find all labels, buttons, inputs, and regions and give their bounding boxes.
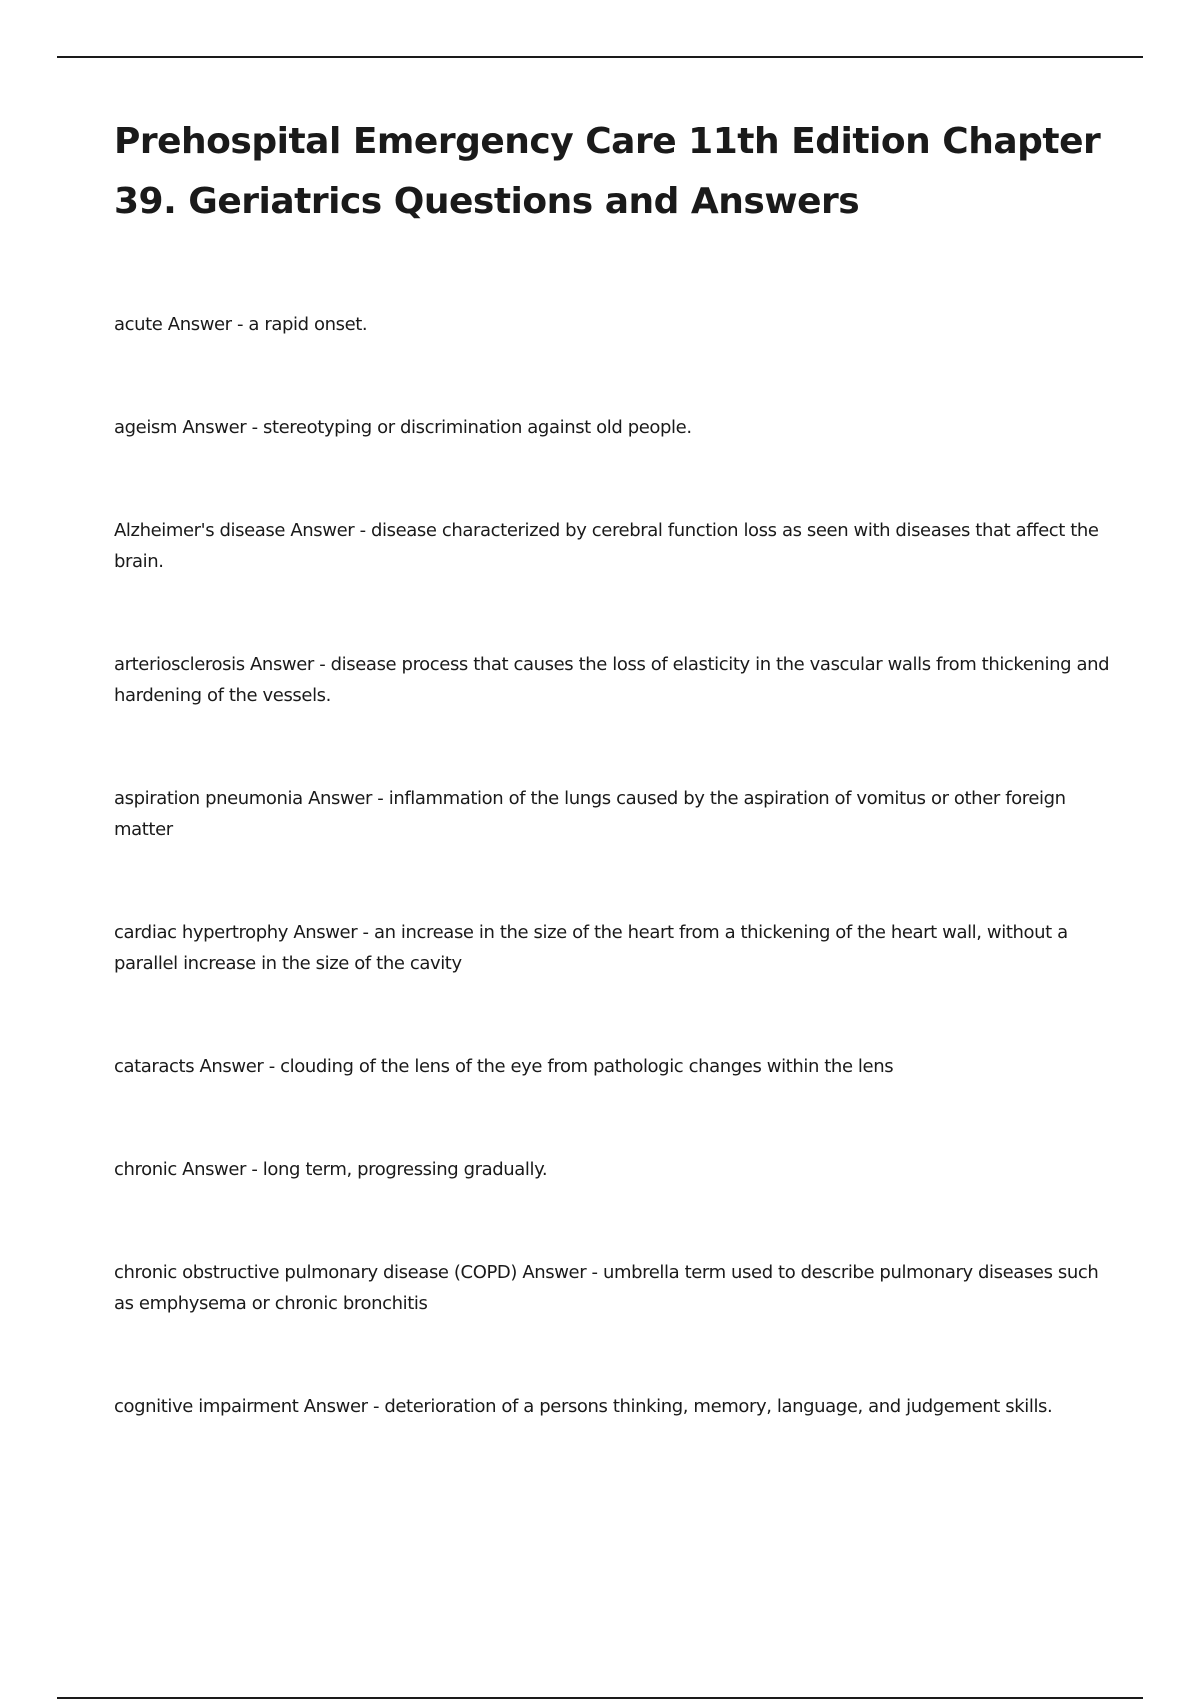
glossary-entry-aspiration-pneumonia: aspiration pneumonia Answer - inflammation of the lungs caused by the aspiration of vomitus or other foreign matter xyxy=(114,788,1066,840)
top-rule xyxy=(57,56,1143,58)
page-title: Prehospital Emergency Care 11th Edition Chapter 39. Geriatrics Questions and Answers xyxy=(114,121,1101,222)
glossary-entry-arteriosclerosis: arteriosclerosis Answer - disease process that causes the loss of elasticity in the vascular walls from thickening and hardening of the vessels. xyxy=(114,654,1110,706)
bottom-rule xyxy=(57,1697,1143,1699)
glossary-entry-cataracts: cataracts Answer - clouding of the lens of the eye from pathologic changes within the lens xyxy=(114,1056,894,1077)
glossary-entry-cardiac-hypertrophy: cardiac hypertrophy Answer - an increase in the size of the heart from a thickening of the heart wall, without a parallel increase in the size of the cavity xyxy=(114,922,1068,974)
glossary-entry-copd: chronic obstructive pulmonary disease (COPD) Answer - umbrella term used to describe pulmonary diseases such as emphysema or chronic bronchitis xyxy=(114,1262,1099,1314)
glossary-entry-cognitive-impairment: cognitive impairment Answer - deterioration of a persons thinking, memory, language, and judgement skills. xyxy=(114,1396,1053,1417)
glossary-entry-acute: acute Answer - a rapid onset. xyxy=(114,314,368,335)
glossary-entry-ageism: ageism Answer - stereotyping or discrimination against old people. xyxy=(114,417,692,438)
glossary-entry-alzheimers: Alzheimer's disease Answer - disease characterized by cerebral function loss as seen with diseases that affect the brain. xyxy=(114,520,1099,572)
glossary-entry-chronic: chronic Answer - long term, progressing gradually. xyxy=(114,1159,548,1180)
